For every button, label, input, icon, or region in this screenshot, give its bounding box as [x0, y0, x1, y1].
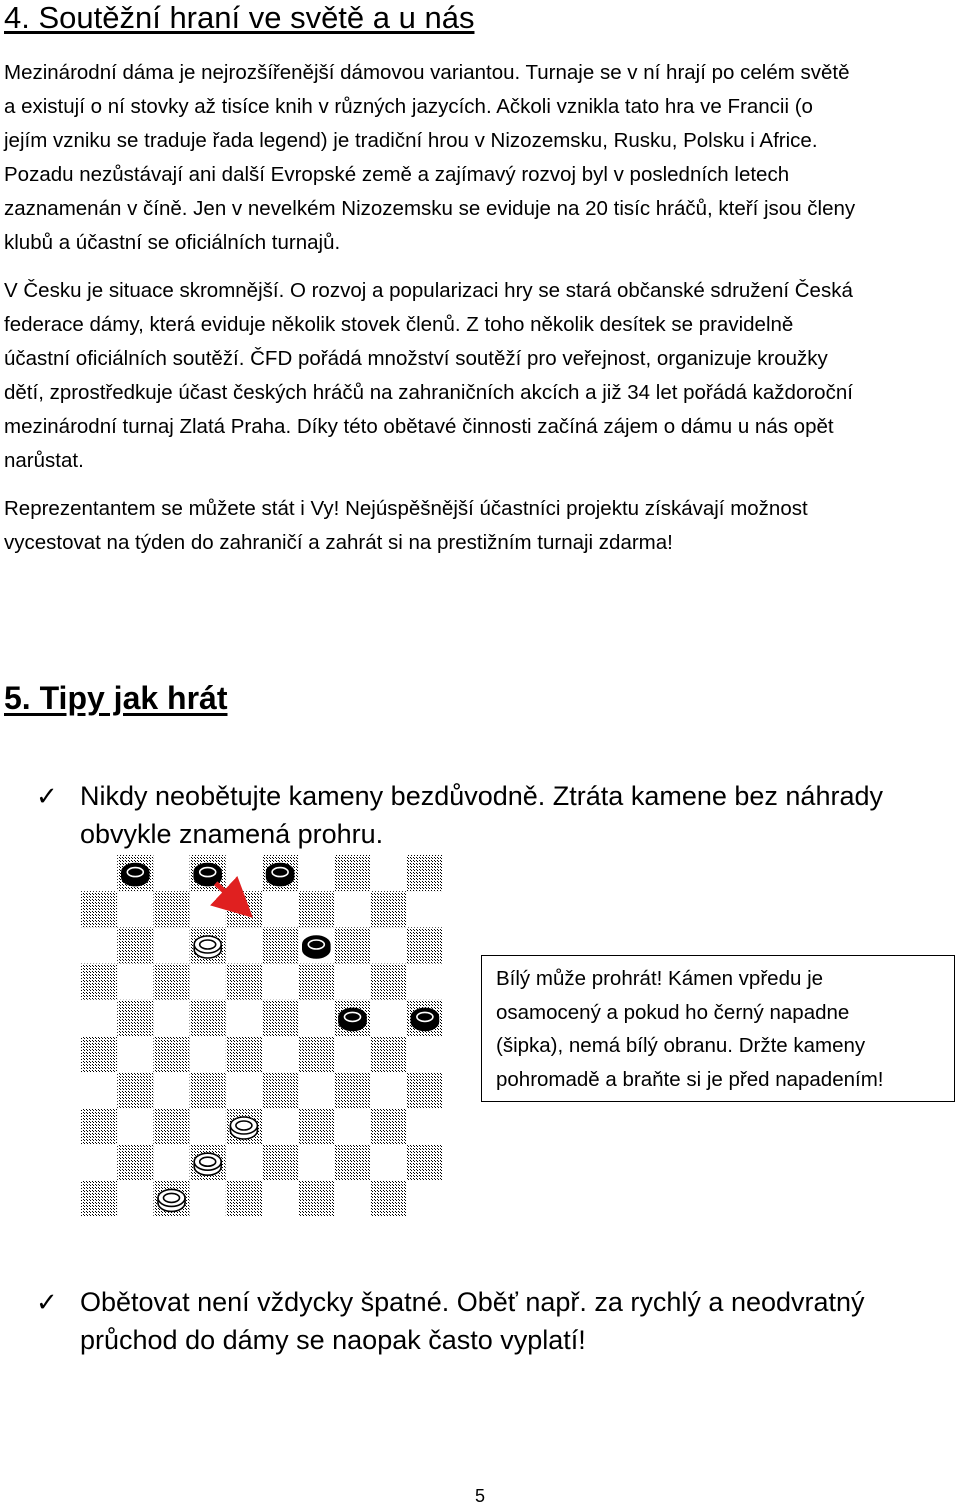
text-line: dětí, zprostředkuje účast českých hráčů na zahraničních akcích a již 34 let pořádá každoroční	[4, 381, 853, 404]
light-square	[226, 1145, 262, 1181]
dark-square	[334, 855, 370, 891]
dark-square	[371, 891, 407, 927]
dark-square	[153, 964, 189, 1000]
dark-square	[81, 1108, 117, 1144]
light-square	[371, 855, 407, 891]
light-square	[334, 1036, 370, 1072]
light-square	[117, 1036, 153, 1072]
light-square	[371, 1145, 407, 1181]
caption-line: pohromadě a braňte si je před napadením!	[496, 1067, 884, 1091]
light-square	[262, 964, 298, 1000]
light-square	[153, 1000, 189, 1036]
section-4-heading: 4. Soutěžní hraní ve světě a u nás	[4, 0, 475, 35]
light-square	[262, 1181, 298, 1217]
dark-square	[334, 1072, 370, 1108]
light-square	[298, 1145, 334, 1181]
dark-square	[81, 891, 117, 927]
dark-square	[298, 1181, 334, 1217]
paragraph-czech-situation	[4, 274, 956, 478]
dark-square	[371, 1036, 407, 1072]
dark-square	[117, 927, 153, 963]
light-square	[153, 1145, 189, 1181]
tip-2-line: průchod do dámy se naopak často vyplatí!	[80, 1325, 586, 1355]
dark-square	[334, 1145, 370, 1181]
checkers-diagram	[81, 855, 443, 1217]
dark-square	[371, 1108, 407, 1144]
diagram-caption-box	[481, 955, 955, 1102]
dark-square	[226, 964, 262, 1000]
black-piece	[122, 864, 149, 886]
dark-square	[117, 1000, 153, 1036]
light-square	[371, 1000, 407, 1036]
light-square	[153, 1072, 189, 1108]
light-square	[81, 1145, 117, 1181]
light-square	[371, 927, 407, 963]
check-icon: ✓	[36, 782, 58, 812]
light-square	[117, 891, 153, 927]
text-line: Pozadu nezůstávají ani další Evropské země a zajímavý rozvoj byl v posledních letech	[4, 163, 790, 186]
light-square	[117, 1108, 153, 1144]
light-square	[190, 891, 226, 927]
light-square	[81, 1072, 117, 1108]
page-number: 5	[474, 1486, 485, 1506]
text-line: účastní oficiálních soutěží. ČFD pořádá množství soutěží pro veřejnost, organizuje kroužky	[4, 347, 828, 370]
white-piece	[230, 1117, 257, 1139]
light-square	[334, 1181, 370, 1217]
paragraph-world-play	[4, 56, 956, 260]
text-line: V Česku je situace skromnější. O rozvoj a popularizaci hry se stará občanské sdružení Česká	[4, 279, 853, 302]
light-square	[334, 891, 370, 927]
black-piece	[303, 936, 330, 958]
light-square	[190, 1036, 226, 1072]
black-piece	[411, 1008, 438, 1030]
dark-square	[226, 1036, 262, 1072]
light-square	[226, 927, 262, 963]
dark-square	[153, 1108, 189, 1144]
dark-square	[407, 1145, 443, 1181]
light-square	[407, 1036, 443, 1072]
light-square	[407, 1181, 443, 1217]
dark-square	[407, 927, 443, 963]
light-square	[81, 855, 117, 891]
text-line: klubů a účastní se oficiálních turnajů.	[4, 231, 341, 254]
dark-square	[298, 964, 334, 1000]
section-5-heading: 5. Tipy jak hrát	[4, 680, 228, 716]
dark-square	[371, 1181, 407, 1217]
dark-square	[153, 891, 189, 927]
dark-square	[81, 1181, 117, 1217]
caption-line: osamocený a pokud ho černý napadne	[496, 1000, 850, 1024]
dark-square	[407, 1072, 443, 1108]
black-piece	[339, 1008, 366, 1030]
dark-square	[371, 964, 407, 1000]
dark-square	[262, 927, 298, 963]
light-square	[190, 1108, 226, 1144]
white-piece	[194, 936, 221, 958]
dark-square	[298, 891, 334, 927]
light-square	[153, 927, 189, 963]
text-line: narůstat.	[4, 449, 84, 472]
dark-square	[407, 855, 443, 891]
light-square	[407, 891, 443, 927]
light-square	[226, 855, 262, 891]
black-piece	[267, 864, 294, 886]
dark-square	[117, 1145, 153, 1181]
text-line: Reprezentantem se můžete stát i Vy! Nejúspěšnější účastníci projektu získávají možnost	[4, 497, 808, 520]
light-square	[298, 1000, 334, 1036]
dark-square	[190, 1072, 226, 1108]
dark-square	[226, 1181, 262, 1217]
text-line: vycestovat na týden do zahraničí a zahrát si na prestižním turnaji zdarma!	[4, 531, 673, 554]
light-square	[190, 1181, 226, 1217]
text-line: zaznamenán v číně. Jen v nevelkém Nizozemsku se eviduje na 20 tisíc hráčů, kteří jsou členy	[4, 197, 856, 220]
dark-square	[298, 1036, 334, 1072]
light-square	[81, 1000, 117, 1036]
light-square	[334, 1108, 370, 1144]
paragraph-representative	[4, 492, 956, 560]
dark-square	[81, 1036, 117, 1072]
caption-line: Bílý může prohrát! Kámen vpředu je	[496, 967, 824, 990]
white-piece	[194, 1153, 221, 1175]
text-line: a existují o ní stovky až tisíce knih v různých jazycích. Ačkoli vznikla tato hra ve Francii (o	[4, 95, 813, 118]
dark-square	[153, 1036, 189, 1072]
dark-square	[190, 1000, 226, 1036]
dark-square	[262, 1072, 298, 1108]
dark-square	[262, 1000, 298, 1036]
text-line: jejím vzniku se traduje řada legend) je tradiční hrou v Nizozemsku, Rusku, Polsku i Africe.	[4, 129, 818, 152]
tip-1-line: Nikdy neobětujte kameny bezdůvodně. Ztráta kamene bez náhrady	[80, 781, 883, 811]
text-line: Mezinárodní dáma je nejrozšířenější dámovou variantou. Turnaje se v ní hrají po celém světě	[4, 61, 850, 84]
light-square	[81, 927, 117, 963]
dark-square	[298, 1108, 334, 1144]
light-square	[371, 1072, 407, 1108]
white-piece	[158, 1189, 185, 1211]
text-line: federace dámy, která eviduje několik stovek členů. Z toho několik desítek se pravidelně	[4, 313, 794, 336]
light-square	[117, 1181, 153, 1217]
caption-line: (šipka), nemá bílý obranu. Držte kameny	[496, 1034, 866, 1057]
dark-square	[81, 964, 117, 1000]
light-square	[334, 964, 370, 1000]
light-square	[153, 855, 189, 891]
light-square	[226, 1072, 262, 1108]
dark-square	[334, 927, 370, 963]
tip-2-line: Obětovat není vždycky špatné. Oběť např. za rychlý a neodvratný	[80, 1287, 865, 1317]
light-square	[407, 964, 443, 1000]
text-line: mezinárodní turnaj Zlatá Praha. Díky této obětavé činnosti začíná zájem o dámu u nás opět	[4, 415, 834, 438]
light-square	[262, 891, 298, 927]
light-square	[117, 964, 153, 1000]
dark-square	[262, 1145, 298, 1181]
dark-square	[117, 1072, 153, 1108]
light-square	[298, 855, 334, 891]
light-square	[190, 964, 226, 1000]
light-square	[262, 1108, 298, 1144]
light-square	[226, 1000, 262, 1036]
light-square	[407, 1108, 443, 1144]
tip-1-line: obvykle znamená prohru.	[80, 819, 384, 849]
check-icon: ✓	[36, 1288, 58, 1318]
light-square	[262, 1036, 298, 1072]
light-square	[298, 1072, 334, 1108]
